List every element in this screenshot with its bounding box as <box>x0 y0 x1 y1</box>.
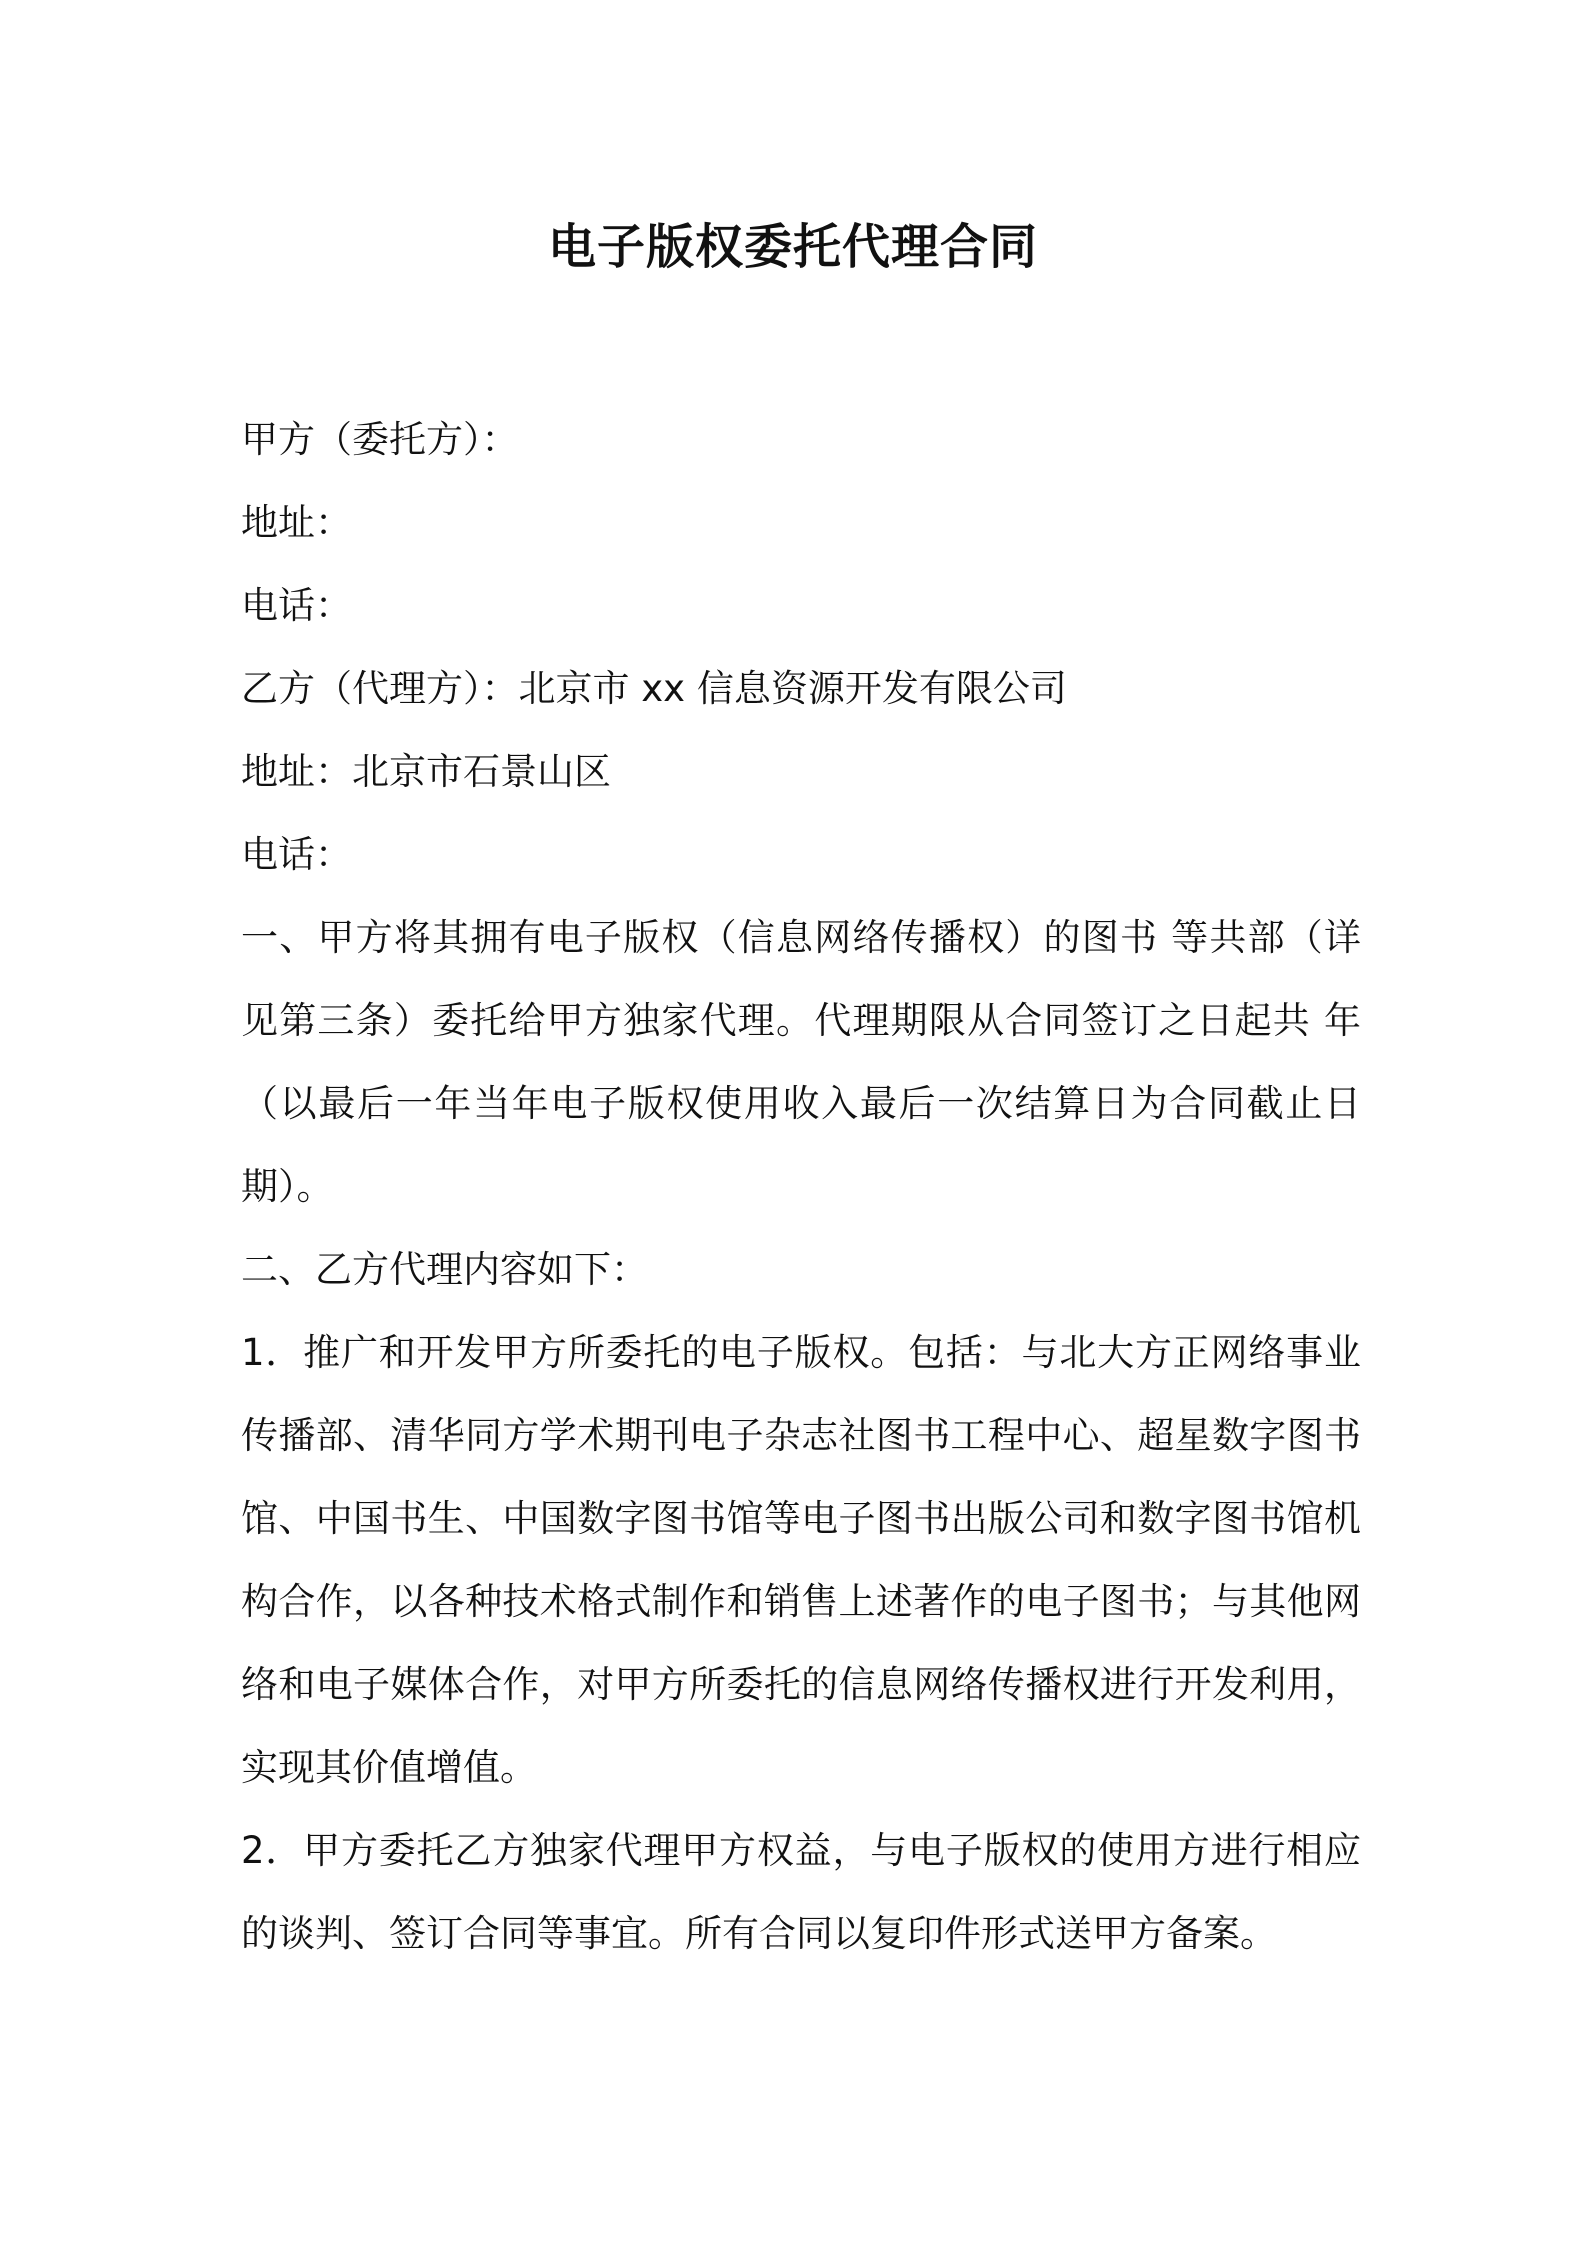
party-b-phone: 电话： <box>241 833 352 876</box>
party-a-address: 地址： <box>241 501 352 544</box>
party-a-phone: 电话： <box>241 584 352 627</box>
party-a-label: 甲方（委托方）： <box>241 418 519 461</box>
clause-2-heading: 二、乙方代理内容如下： <box>241 1248 648 1291</box>
document-title: 电子版权委托代理合同 <box>547 219 1038 275</box>
document-body <box>241 398 1361 1975</box>
clause-2-item-1: 1．推广和开发甲方所委托的电子版权。包括：与北大方正网络事业传播部、清华同方学术期刊电子杂志社图书工程中心、超星数字图书馆、中国书生、中国数字图书馆等电子图书出版公司和数字图书馆机构合作，以各种技术格式制作和销售上述著作的电子图书；与其他网络和电子媒体合作，对甲方所委托的信息网络传播权进行开发利用，实现其价值增值。 <box>241 1331 1361 1789</box>
clause-2-item-2: 2．甲方委托乙方独家代理甲方权益，与电子版权的使用方进行相应的谈判、签订合同等事宜。所有合同以复印件形式送甲方备案。 <box>241 1829 1361 1955</box>
clause-1: 一、甲方将其拥有电子版权（信息网络传播权）的图书 等共部（详见第三条）委托给甲方独家代理。代理期限从合同签订之日起共 年（以最后一年当年电子版权使用收入最后一次结算日为合同截止日期）。 <box>241 916 1361 1208</box>
party-b-label: 乙方（代理方）：北京市 xx 信息资源开发有限公司 <box>241 667 1067 710</box>
party-b-address: 地址：北京市石景山区 <box>241 750 611 793</box>
